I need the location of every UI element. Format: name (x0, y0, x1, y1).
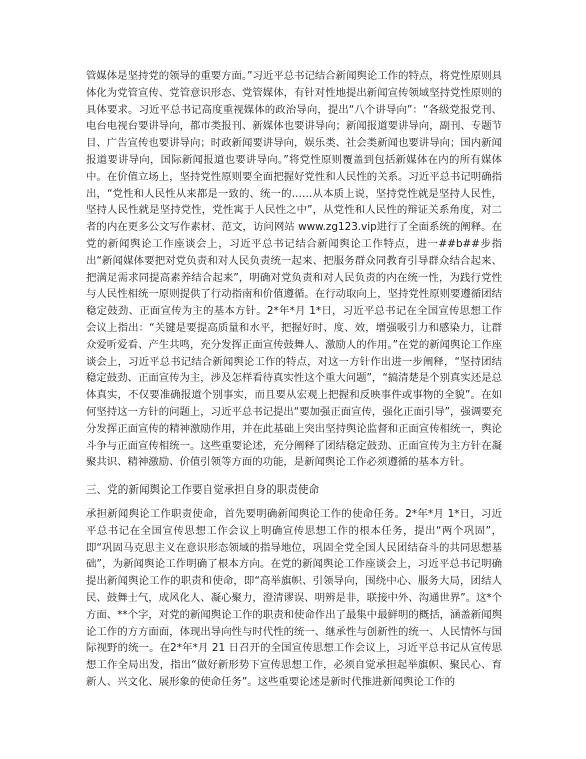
document-body (86, 68, 502, 691)
body-paragraph-2: 承担新闻舆论工作职责使命，首先要明确新闻舆论工作的使命任务。2*年*月 1*日，习近平总书记在全国宣传思想工作会议上明确宣传思想工作的根本任务，提出“两个巩固”，即“巩固马克思主义在意识形态领域的指导地位，巩固全党全国人民团结奋斗的共同思想基础”，为新闻舆论工作明确了根本方向。在党的新闻舆论工作座谈会上，习近平总书记明确提出新闻舆论工作的职责和使命，即“高举旗帜、引领导向，围绕中心、服务大局，团结人民、鼓舞士气，成风化人、凝心聚力，澄清谬误、明辨是非，联接中外、沟通世界”。这*个方面、**个字，对党的新闻舆论工作的职责和使命作出了最集中最鲜明的概括，涵盖新闻舆论工作的方方面面，体现出导向性与时代性的统一、继承性与创新性的统一、人民情怀与国际视野的统一。在2*年*月 21 日召开的全国宣传思想工作会议上，习近平总书记从宣传思想工作全局出发，指出“做好新形势下宣传思想工作，必须自觉承担起举旗帜、聚民心、育新人、兴文化、展形象的使命任务”。这些重要论述是新时代推进新闻舆论工作的 (86, 507, 502, 688)
body-paragraph-1: 管媒体是坚持党的领导的重要方面。”习近平总书记结合新闻舆论工作的特点，将党性原则具体化为党管宣传、党管意识形态、党管媒体，有针对性地提出新闻宣传领域坚持党性原则的具体要求。习近平总书记高度重视媒体的政治导向，提出“八个讲导向”：“各级党报党刊、电台电视台要讲导向，都市类报刊、新媒体也要讲导向；新闻报道要讲导向，副刊、专题节目、广告宣传也要讲导向；时政新闻要讲导向，娱乐类、社会类新闻也要讲导向；国内新闻报道要讲导向，国际新闻报道也要讲导向。”将党性原则覆盖到包括新媒体在内的所有媒体中。在价值立场上，坚持党性原则要全面把握好党性和人民性的关系。习近平总书记明确指出，“党性和人民性从来都是一致的、统一的……从本质上说，坚持党性就是坚持人民性，坚持人民性就是坚持党性，党性寓于人民性之中”，从党性和人民性的辩证关系角度，对二者的内在更多公文写作素材、范文，访问网站 www.zg123.vip进行了全面系统的阐释。在党的新闻舆论工作座谈会上，习近平总书记结合新闻舆论工作特点，进一##b##步指出“新闻媒体要把对党负责和对人民负责统一起来、把服务群众同教育引导群众结合起来、把满足需求同提高素养结合起来”，明确对党负责和对人民负责的内在统一性，为践行党性与人民性相统一原则提供了行动指南和价值遵循。在行动取向上，坚持党性原则要遵循团结稳定鼓劲、正面宣传为主的基本方针。2*年*月 1*日，习近平总书记在全国宣传思想工作会议上指出：“关键是要提高质量和水平，把握好时、度、效，增强吸引力和感染力，让群众爱听爱看、产生共鸣，充分发挥正面宣传鼓舞人、激励人的作用。”在党的新闻舆论工作座谈会上，习近平总书记结合新闻舆论工作的特点，对这一方针作出进一步阐释，“坚持团结稳定鼓劲、正面宣传为主，涉及怎样看待真实性这个重大问题”，“搞清楚是个别真实还是总体真实，不仅要准确报道个别事实，而且要从宏观上把握和反映事件或事物的全貌”。在如何坚持这一方针的问题上，习近平总书记提出“要加强正面宣传，强化正面引导”，强调要充分发挥正面宣传的精神激励作用，并在此基础上突出坚持舆论监督和正面宣传相统一，舆论斗争与正面宣传相统一。这些重要论述，充分阐释了团结稳定鼓劲、正面宣传为主方针在凝聚共识、精神激励、价值引领等方面的功能，是新闻舆论工作必须遵循的基本方针。 (86, 70, 502, 469)
section-heading: 三、党的新闻舆论工作要自觉承担自身的职责使命 (86, 484, 320, 497)
